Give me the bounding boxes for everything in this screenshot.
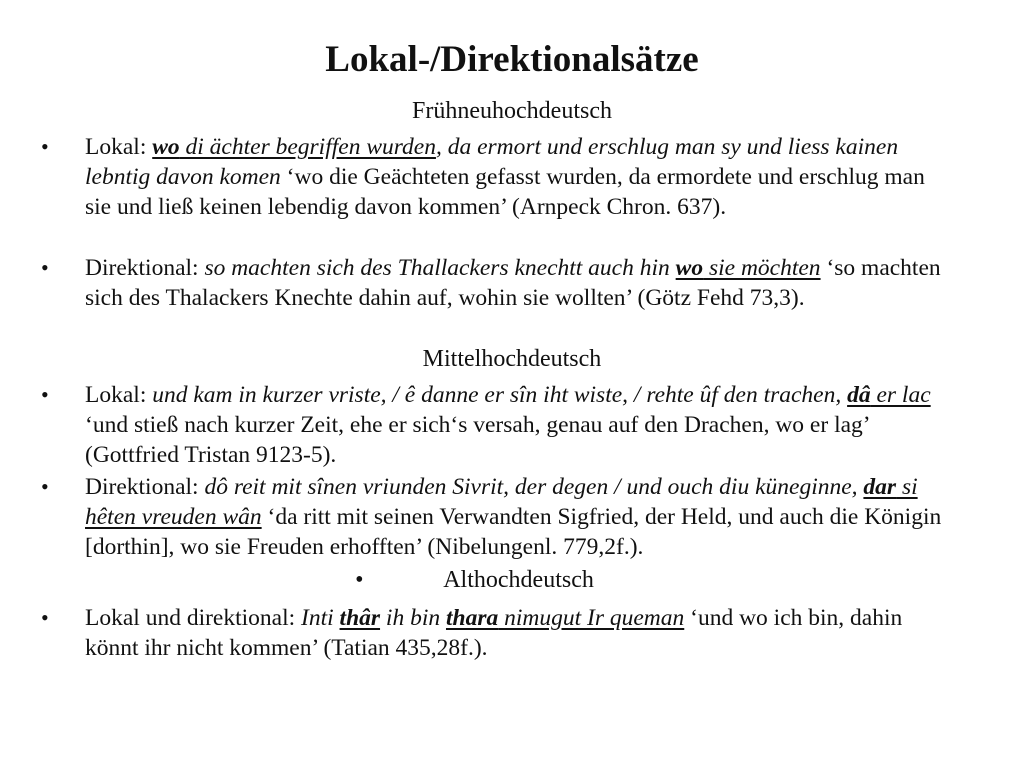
- quote-mid: ih bin: [380, 605, 446, 631]
- bullet-icon: •: [355, 567, 364, 593]
- bullet-icon: •: [41, 474, 49, 499]
- list-item-mhd-direktional: [41, 472, 945, 562]
- item-label: Direktional:: [85, 474, 205, 500]
- quote: [301, 605, 684, 631]
- section-heading-mittelhochdeutsch: [0, 344, 1024, 374]
- item-label: Lokal:: [85, 382, 153, 408]
- bullet-icon: •: [41, 134, 49, 159]
- quote-keyword: wo: [675, 255, 704, 281]
- quote-underlined: nimugut Ir queman: [498, 605, 685, 631]
- item-label: Direktional:: [85, 255, 205, 281]
- section-heading-text: Althochdeutsch: [443, 567, 594, 593]
- list-item-ahd-lokal-direktional: [41, 603, 945, 663]
- quote-underlined: di ächter begriffen wurden: [179, 134, 436, 160]
- quote-underlined: sie möchten: [703, 255, 821, 281]
- section-heading-althochdeutsch: [0, 565, 1024, 595]
- list-item-mhd-lokal: [41, 380, 945, 470]
- quote-pre: dô reit mit sînen vriunden Sivrit, der degen / und ouch diu küneginne,: [204, 474, 864, 500]
- quote-underlined: er lac: [870, 382, 931, 408]
- section-heading-text: Mittelhochdeutsch: [422, 346, 602, 372]
- quote-keyword: dar: [863, 474, 897, 500]
- item-label: Lokal und direktional:: [85, 605, 302, 631]
- bullet-icon: •: [41, 255, 49, 280]
- quote: [152, 382, 930, 408]
- item-label: Lokal:: [85, 134, 153, 160]
- quote-keyword: dâ: [847, 382, 871, 408]
- section-heading-fruehneuhochdeutsch: [0, 96, 1024, 126]
- translation: ‘und stieß nach kurzer Zeit, ehe er sich‘s versah, genau auf den Drachen, wo er lag’ (Gottfried Tristan 9123-5).: [85, 412, 869, 468]
- slide-title: Lokal-/Direktionalsätze: [325, 39, 699, 80]
- bullet-icon: •: [41, 605, 49, 630]
- quote-keyword: thâr: [339, 605, 381, 631]
- translation: ‘da ritt mit seinen Verwandten Sigfried, der Held, und auch die Königin [dorthin], wo sie Freuden erhofften’ (Nibelungenl. 779,2f.).: [85, 504, 942, 560]
- quote: [204, 255, 820, 281]
- translation: ‘wo die Geächteten gefasst wurden, da ermordete und erschlug man sie und ließ keinen lebendig davon kommen’ (Arnpeck Chron. 637).: [85, 164, 925, 220]
- quote-rest: , da ermort und erschlug man sy und liess kainen lebntig davon komen: [85, 134, 899, 190]
- section-heading-text: Frühneuhochdeutsch: [412, 98, 612, 124]
- translation: ‘und wo ich bin, dahin könnt ihr nicht kommen’ (Tatian 435,28f.).: [85, 605, 903, 661]
- quote-pre: und kam in kurzer vriste, / ê danne er sîn iht wiste, / rehte ûf den trachen,: [152, 382, 848, 408]
- quote-keyword: wo: [152, 134, 180, 160]
- translation: ‘so machten sich des Thalackers Knechte dahin auf, wohin sie wollten’ (Götz Fehd 73,3).: [85, 255, 941, 311]
- bullet-icon: •: [41, 382, 49, 407]
- quote-pre: so machten sich des Thallackers knechtt auch hin: [204, 255, 676, 281]
- quote-pre: Inti: [301, 605, 340, 631]
- quote-underlined: si hêten vreuden wân: [85, 474, 918, 530]
- list-item-fnhd-direktional: [41, 253, 945, 313]
- list-item-fnhd-lokal: [41, 132, 945, 222]
- quote-keyword-2: thara: [445, 605, 499, 631]
